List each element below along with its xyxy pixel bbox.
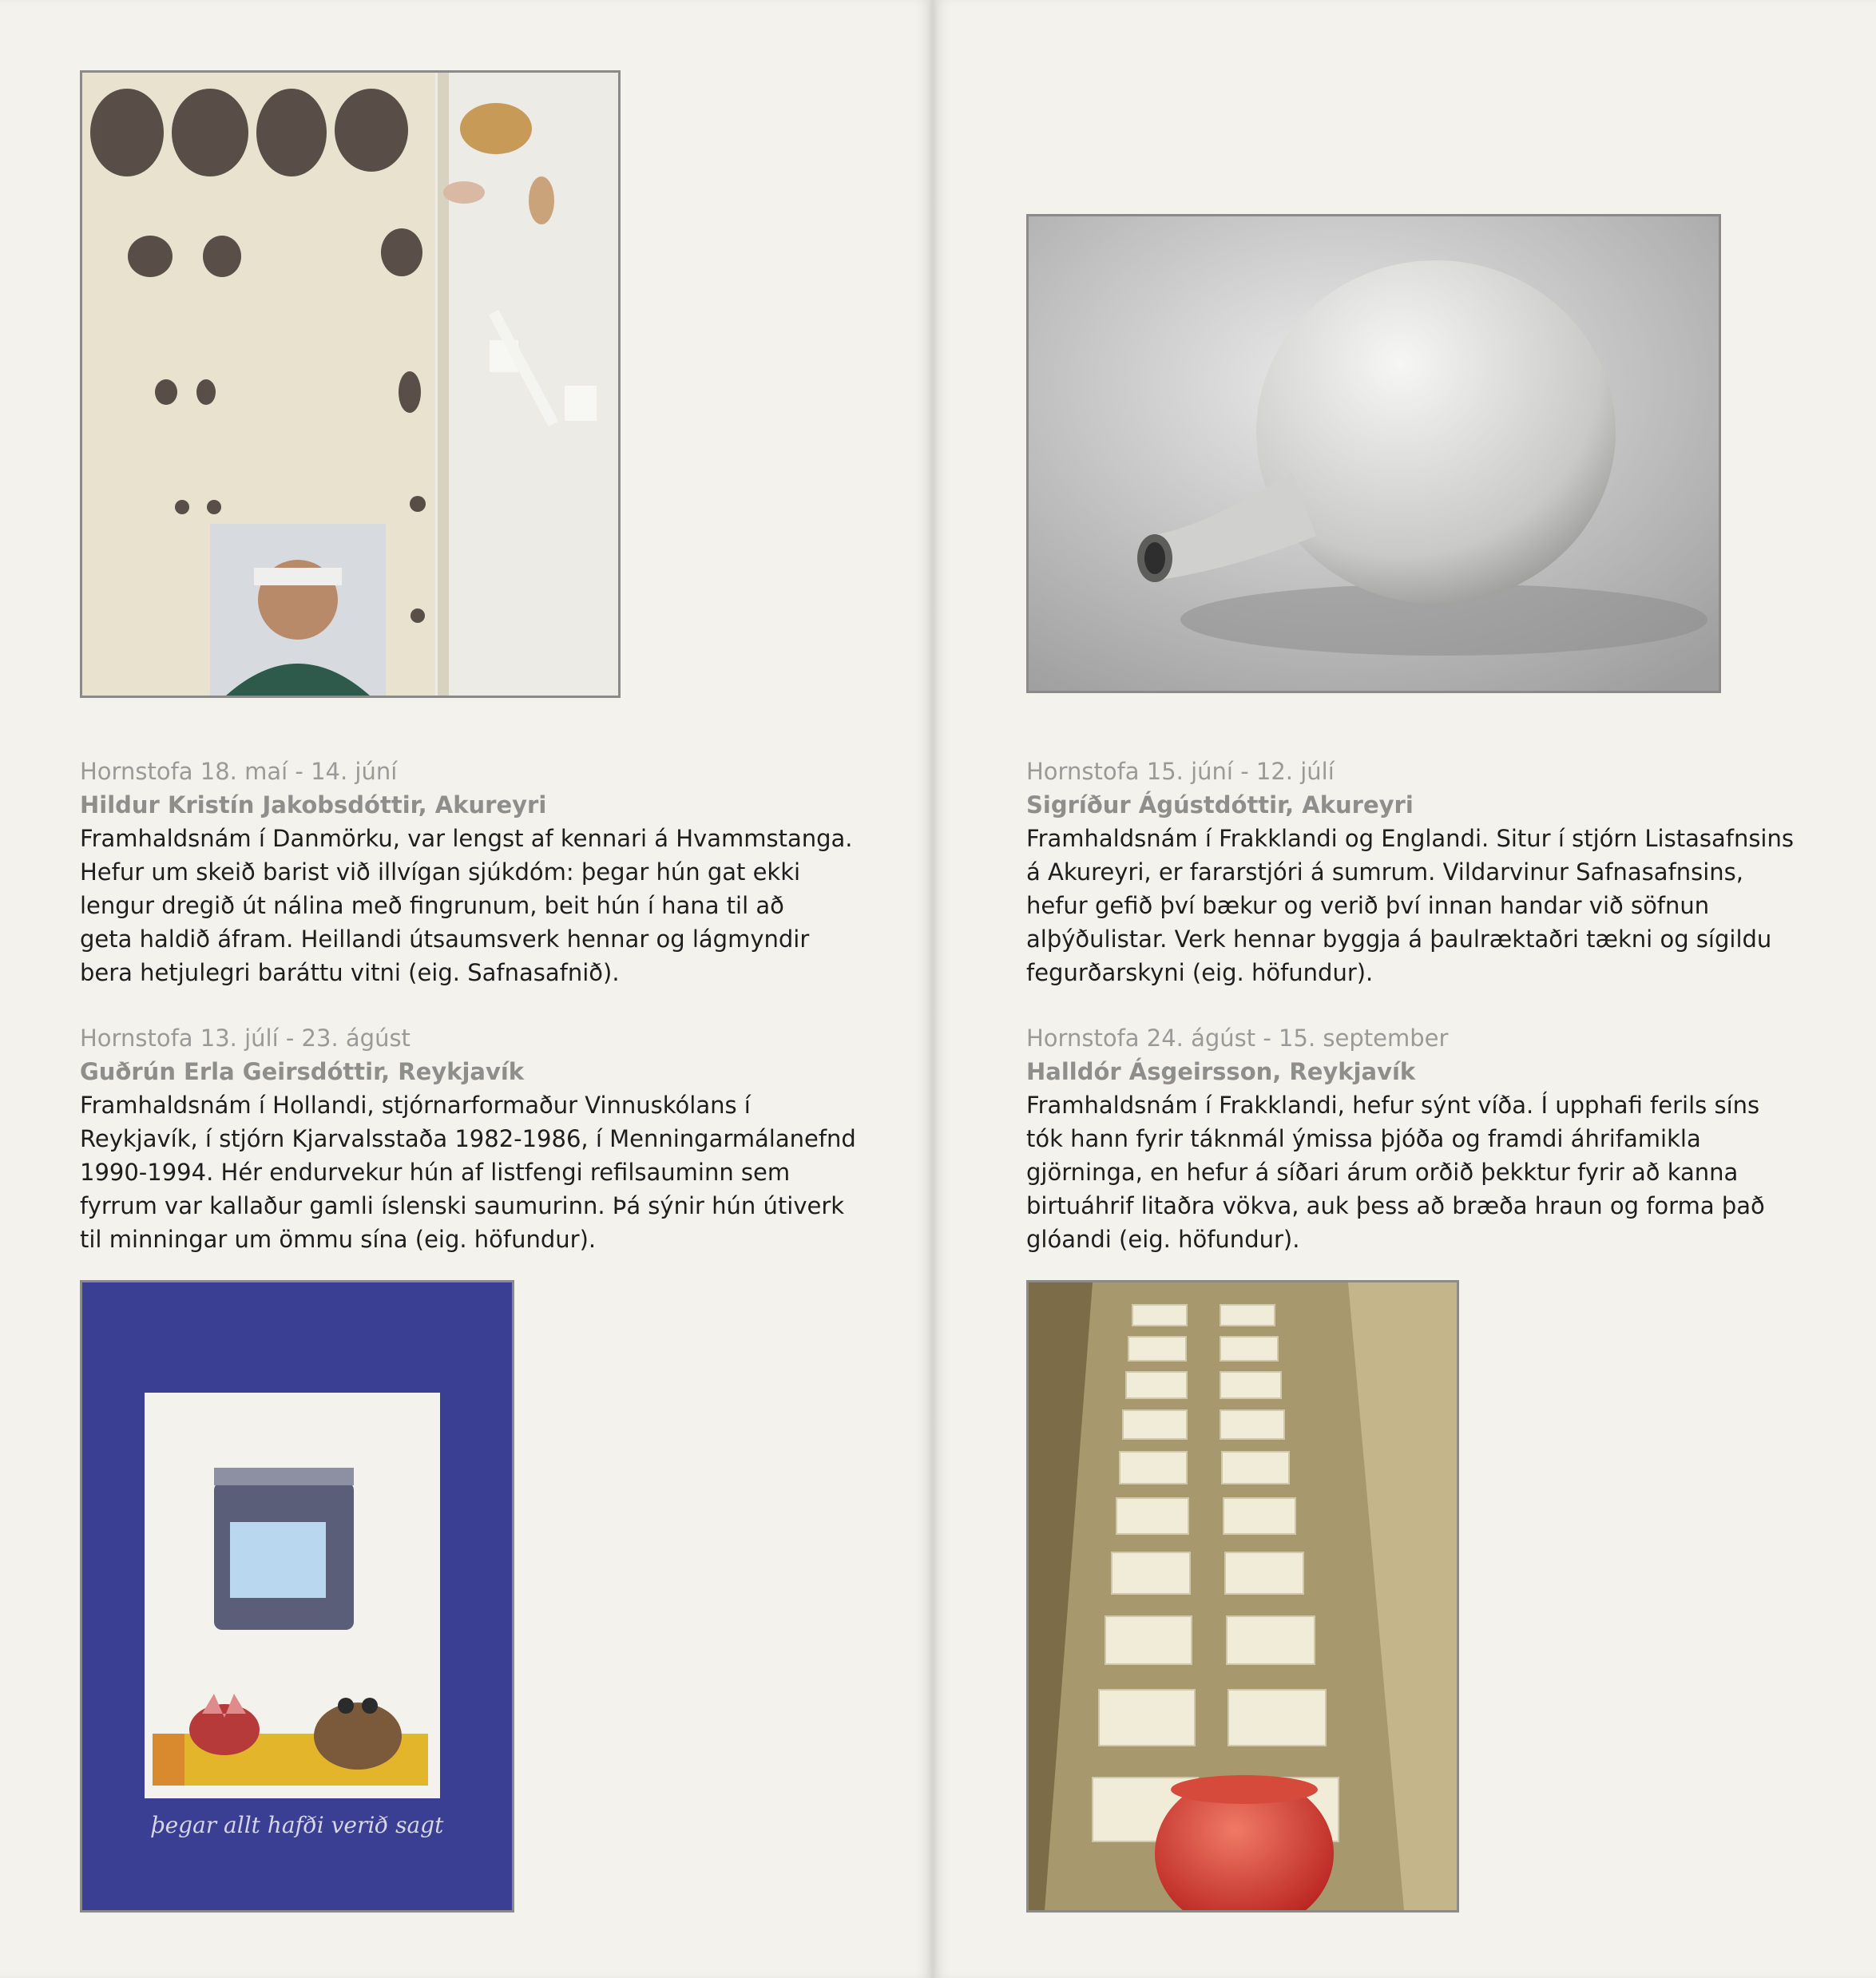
entry-dates: Hornstofa 18. maí - 14. júní: [80, 758, 398, 785]
entry-desc-line: lengur dregið út nálina með fingrunum, beit hún í hana til að: [80, 892, 784, 919]
entry-desc-line: fyrrum var kallaður gamli íslenski saumurinn. Þá sýnir hún útiverk: [80, 1192, 845, 1219]
entry-desc-line: gjörninga, en hefur á síðari árum orðið þekktur fyrir að kanna: [1026, 1159, 1739, 1186]
entry-dates: Hornstofa 13. júlí - 23. ágúst: [80, 1025, 410, 1052]
entry-artist: Guðrún Erla Geirsdóttir, Reykjavík: [80, 1058, 525, 1085]
entry-desc-line: á Akureyri, er fararstjóri á sumrum. Vildarvinur Safnasafnsins,: [1026, 858, 1744, 886]
entry-desc-line: fegurðarskyni (eig. höfundur).: [1026, 959, 1374, 986]
entry-artist: Halldór Ásgeirsson, Reykjavík: [1026, 1058, 1416, 1085]
entry-artist: Sigríður Ágústdóttir, Akureyri: [1026, 791, 1414, 819]
entry-sigridur: [1026, 755, 1825, 989]
entry-desc-line: Framhaldsnám í Frakklandi, hefur sýnt víða. Í upphafi ferils síns: [1026, 1092, 1760, 1119]
entry-desc-line: Framhaldsnám í Frakklandi og Englandi. Situr í stjórn Listasafnsins: [1026, 825, 1794, 852]
entry-dates: Hornstofa 24. ágúst - 15. september: [1026, 1025, 1449, 1052]
entry-gudrun: [80, 1021, 879, 1256]
photo-ceramic-vessel: [1026, 214, 1721, 693]
entry-hildur: [80, 755, 879, 989]
entry-desc-line: birtuáhrif litaðra vökva, auk þess að bræða hraun og forma það: [1026, 1192, 1765, 1219]
entry-desc-line: Framhaldsnám í Hollandi, stjórnarformaður Vinnuskólans í: [80, 1092, 751, 1119]
entry-desc-line: hefur gefið því bækur og verið því innan handar við söfnun: [1026, 892, 1710, 919]
entry-dates: Hornstofa 15. júní - 12. júlí: [1026, 758, 1335, 785]
entry-artist: Hildur Kristín Jakobsdóttir, Akureyri: [80, 791, 547, 819]
entry-desc-line: glóandi (eig. höfundur).: [1026, 1226, 1300, 1253]
photo-textile-artwork: [80, 70, 621, 698]
entry-desc-line: Reykjavík, í stjórn Kjarvalsstaða 1982-1986, í Menningarmálanefnd: [80, 1125, 856, 1152]
entry-halldor: [1026, 1021, 1825, 1256]
photo-plates-red-glass: [1026, 1280, 1459, 1913]
photo-blue-embroidery: [80, 1280, 514, 1913]
entry-desc-line: bera hetjulegri baráttu vitni (eig. Safnasafnið).: [80, 959, 620, 986]
entry-desc-line: geta haldið áfram. Heillandi útsaumsverk hennar og lágmyndir: [80, 926, 810, 953]
entry-desc-line: Hefur um skeið barist við illvígan sjúkdóm: þegar hún gat ekki: [80, 858, 801, 886]
entry-desc-line: til minningar um ömmu sína (eig. höfundur).: [80, 1226, 597, 1253]
entry-desc-line: tók hann fyrir táknmál ýmissa þjóða og framdi áhrifamikla: [1026, 1125, 1701, 1152]
book-fold: [928, 0, 938, 1978]
embroidery-caption: þegar allt hafði verið sagt: [150, 1812, 444, 1838]
entry-desc-line: 1990-1994. Hér endurvekur hún af listfengi refilsauminn sem: [80, 1159, 791, 1186]
entry-desc-line: Framhaldsnám í Danmörku, var lengst af kennari á Hvammstanga.: [80, 825, 853, 852]
entry-desc-line: alþýðulistar. Verk hennar byggja á þaulræktaðri tækni og sígildu: [1026, 926, 1772, 953]
